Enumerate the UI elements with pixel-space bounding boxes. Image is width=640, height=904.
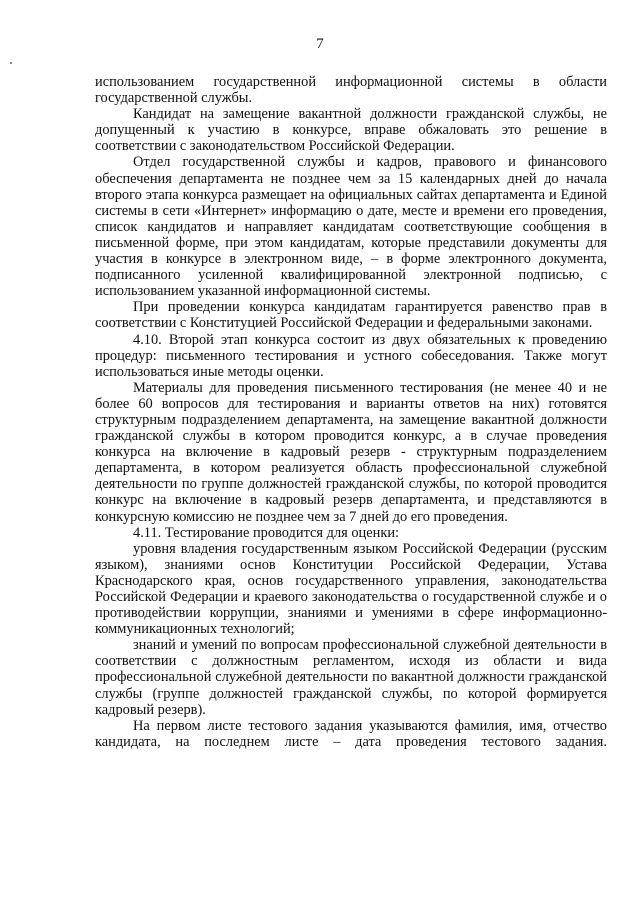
scan-speck <box>10 62 12 64</box>
paragraph-appeal-right: Кандидат на замещение вакантной должности гражданской службы, не допущенный к участию в конкурсе, вправе обжаловать это решение в соответствии с законодательством Российской Федерации. <box>95 106 607 155</box>
page-number: 7 <box>316 36 324 52</box>
paragraph-testing-materials: Материалы для проведения письменного тестирования (не менее 40 и не более 60 вопросов для тестирования и варианты ответов на них) готовятся структурным подразделением департамента, на замещение вакантной должности гражданской службы в котором проводится конкурс, а в случае проведения конкурса на включение в кадровый резерв - структурным подразделением департамента, в котором реализуется область профессиональной служебной деятельности по группе должностей гражданской службы, по которой проводится конкурс на включение в кадровый резерв департамента, и представляются в конкурсную комиссию не позднее чем за 7 дней до его проведения. <box>95 379 607 525</box>
paragraph-continuation: использованием государственной информационной системы в области государственной службы. <box>95 74 607 107</box>
paragraph-4-11: 4.11. Тестирование проводится для оценки: <box>133 524 400 541</box>
paragraph-4-10: 4.10. Второй этап конкурса состоит из двух обязательных к проведению процедур: письменного тестирования и устного собеседования. Также могут использоваться иные методы оценки. <box>95 331 607 380</box>
paragraph-first-sheet: На первом листе тестового задания указываются фамилия, имя, отчество кандидата, на последнем листе – дата проведения тестового задания. <box>95 717 607 750</box>
paragraph-second-stage-notice: Отдел государственной службы и кадров, правового и финансового обеспечения департамента не позднее чем за 15 календарных дней до начала второго этапа конкурса размещает на официальных сайтах департамента и Единой системы в сети «Интернет» информацию о дате, месте и времени его проведения, список кандидатов и направляет кандидатам соответствующие сообщения в письменной форме, при этом кандидатам, которые представили документы для участия в конкурсе в электронном виде, – в форме электронного документа, подписанного усиленной квалифицированной электронной подписью, с использованием указанной информационной системы. <box>95 154 607 300</box>
paragraph-language-knowledge: уровня владения государственным языком Российской Федерации (русским языком), знаниями основ Конституции Российской Федерации, Устава Краснодарского края, основ государственного управления, законодательства Российской Федерации и краевого законодательства о государственной службе и о противодействии коррупции, знаниями и умениями в сфере информационно-коммуникационных технологий; <box>95 540 607 638</box>
paragraph-professional-knowledge: знаний и умений по вопросам профессиональной служебной деятельности в соответствии с должностным регламентом, исходя из области и вида профессиональной служебной деятельности по вакантной должности гражданской службы (группе должностей гражданской службы, по которой формируется кадровый резерв). <box>95 637 607 718</box>
paragraph-equal-rights: При проведении конкурса кандидатам гарантируется равенство прав в соответствии с Конституцией Российской Федерации и федеральными законами. <box>95 299 607 332</box>
document-body <box>95 74 607 750</box>
